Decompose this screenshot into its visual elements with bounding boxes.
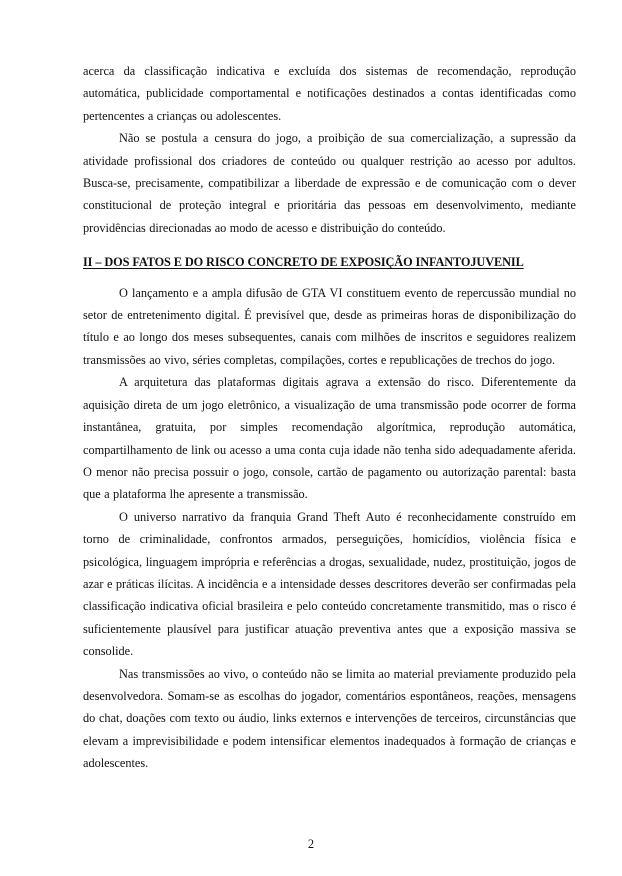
paragraph-launch: O lançamento e a ampla difusão de GTA VI constituem evento de repercussão mundial no setor de entretenimento digital. É previsível que, desde as primeiras horas de disponibilização do título e ao longo dos meses subsequentes, canais com milhões de inscritos e seguidores realizem transmissões ao vivo, séries completas, compilações, cortes e republicações de trechos do jogo. [83,285,576,367]
paragraph-no-censorship: Não se postula a censura do jogo, a proibição de sua comercialização, a supressão da atividade profissional dos criadores de conteúdo ou qualquer restrição ao acesso por adultos. Busca-se, precisamente, compatibilizar a liberdade de expressão e de comunicação com o dever constitucional de proteção integral e prioritária das pessoas em desenvolvimento, mediante providências direcionadas ao modo de acesso e distribuição do conteúdo. [83,131,576,235]
page-body [83,60,576,775]
paragraph-narrative-universe: O universo narrativo da franquia Grand Theft Auto é reconhecidamente construído em torno de criminalidade, confrontos armados, perseguições, homicídios, violência física e psicológica, linguagem imprópria e referências a drogas, sexualidade, nudez, prostituição, jogos de azar e práticas ilícitas. A incidência e a intensidade desses descritores deverão ser confirmadas pela classificação indicativa oficial brasileira e pelo conteúdo concretamente transmitido, mas o risco é suficientemente plausível para justificar atuação preventiva antes que a exposição massiva se consolide. [83,509,576,659]
paragraph-continuation: acerca da classificação indicativa e excluída dos sistemas de recomendação, reprodução automática, publicidade comportamental e notificações destinados a contas identificadas como pertencentes a crianças ou adolescentes. [83,64,576,123]
page-number: 2 [307,837,315,851]
paragraph-platform-architecture: A arquitetura das plataformas digitais agrava a extensão do risco. Diferentemente da aquisição direta de um jogo eletrônico, a visualização de uma transmissão pode ocorrer de forma instantânea, gratuita, por simples recomendação algorítmica, reprodução automática, compartilhamento de link ou acesso a uma conta cuja idade não tenha sido adequadamente aferida. O menor não precisa possuir o jogo, console, cartão de pagamento ou autorização parental: basta que a plataforma lhe apresente a transmissão. [83,375,576,502]
paragraph-live-streams: Nas transmissões ao vivo, o conteúdo não se limita ao material previamente produzido pela desenvolvedora. Somam-se as escolhas do jogador, comentários espontâneos, reações, mensagens do chat, doações com texto ou áudio, links externos e intervenções de terceiros, circunstâncias que elevam a imprevisibilidade e podem intensificar elementos inadequados à formação de crianças e adolescentes. [83,666,576,771]
section-heading: II – DOS FATOS E DO RISCO CONCRETO DE EXPOSIÇÃO INFANTOJUVENIL [83,255,524,270]
